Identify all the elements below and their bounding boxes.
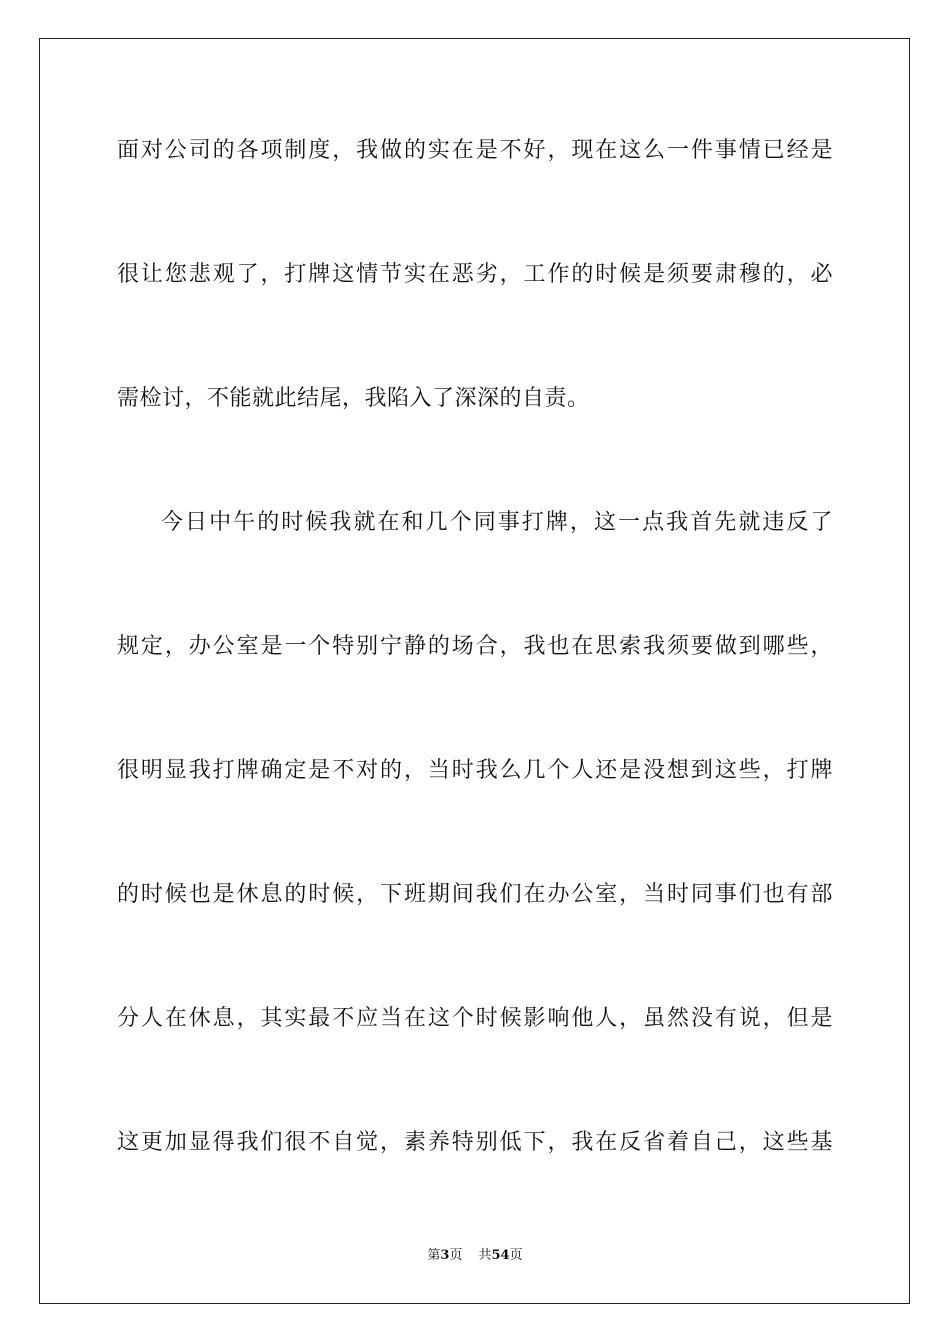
page-suffix: 页 [449, 1248, 463, 1263]
text-line-2: 很让您悲观了，打牌这情节实在恶劣，工作的时候是须要肃穆的，必 [117, 262, 833, 287]
page-footer [0, 1247, 950, 1265]
text-line-8: 分人在休息，其实最不应当在这个时候影响他人，虽然没有说，但是 [117, 1006, 833, 1031]
text-line-9: 这更加显得我们很不自觉，素养特别低下，我在反省着自己，这些基 [117, 1130, 833, 1155]
total-pages: 54 [491, 1248, 510, 1263]
page-border [39, 38, 910, 1304]
page-prefix: 第 [427, 1248, 441, 1263]
total-prefix: 共 [478, 1248, 492, 1263]
text-line-5: 规定，办公室是一个特别宁静的场合，我也在思索我须要做到哪些， [117, 634, 833, 659]
total-suffix: 页 [509, 1248, 523, 1263]
text-line-7: 的时候也是休息的时候，下班期间我们在办公室，当时同事们也有部 [117, 882, 833, 907]
text-line-6: 很明显我打牌确定是不对的，当时我么几个人还是没想到这些，打牌 [117, 758, 833, 783]
text-line-3: 需检讨，不能就此结尾，我陷入了深深的自责。 [117, 386, 590, 411]
text-line-4: 今日中午的时候我就在和几个同事打牌，这一点我首先就违反了 [161, 510, 833, 535]
page-number: 3 [440, 1248, 450, 1263]
text-line-1: 面对公司的各项制度，我做的实在是不好，现在这么一件事情已经是 [117, 138, 833, 163]
